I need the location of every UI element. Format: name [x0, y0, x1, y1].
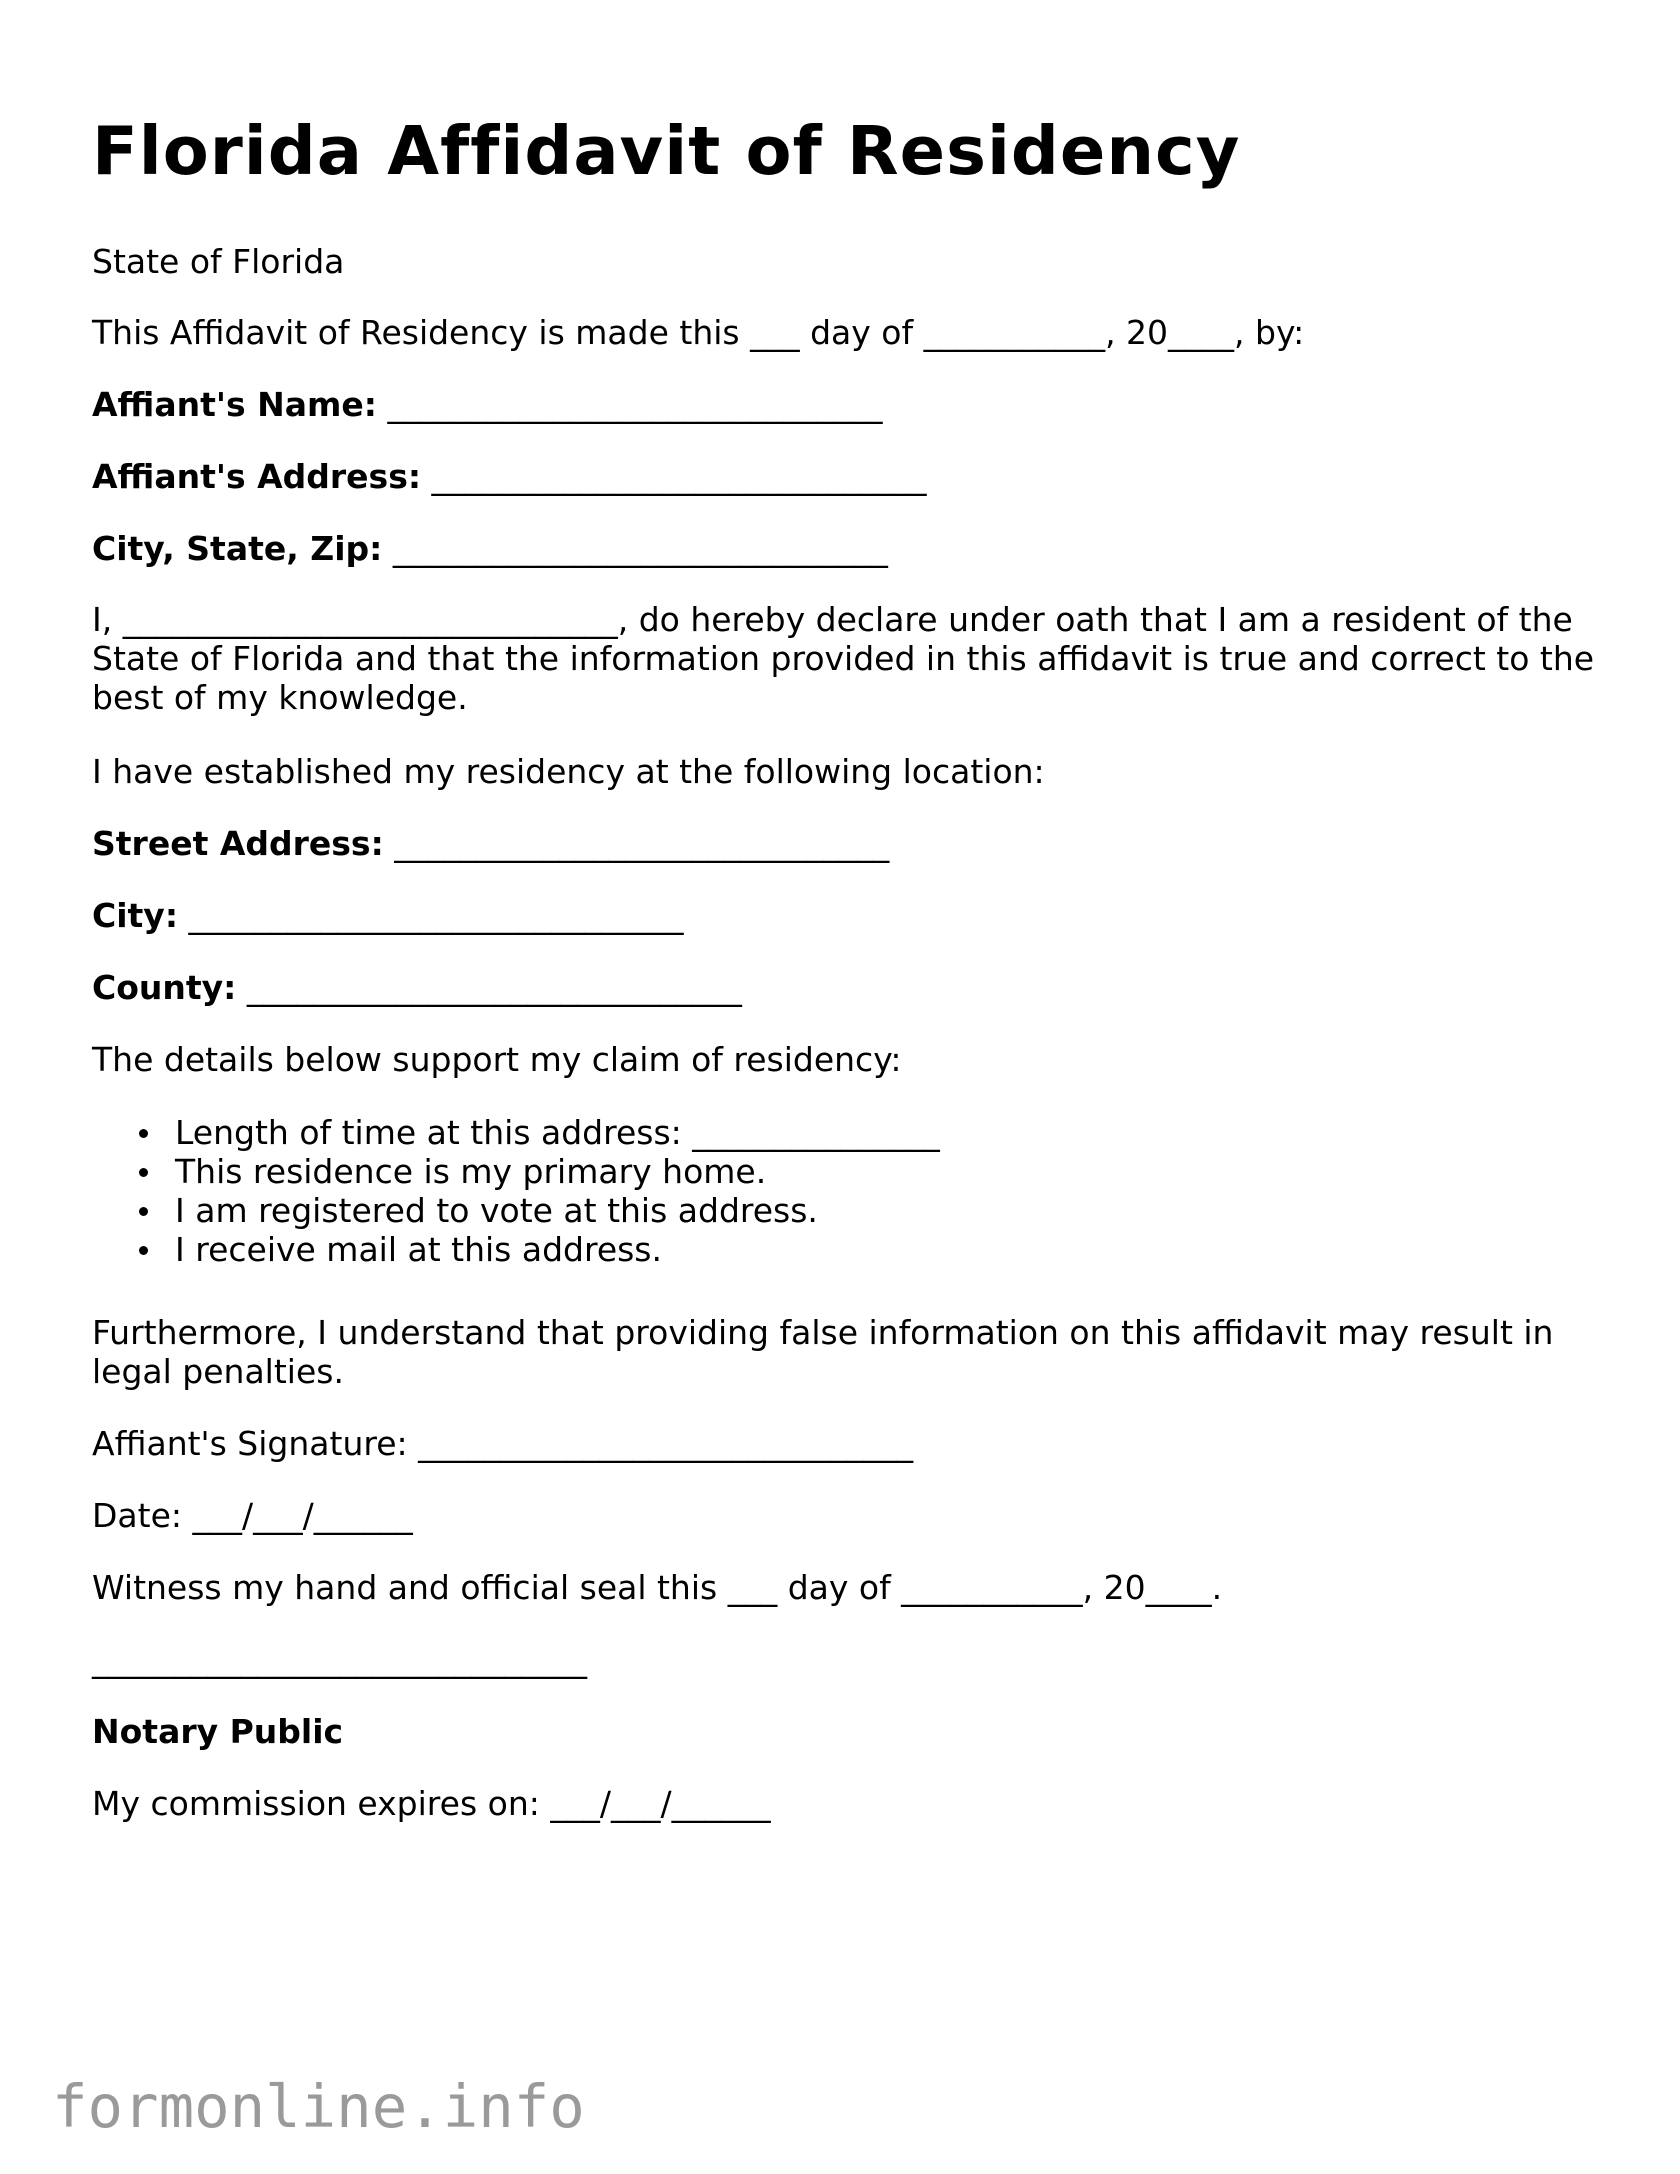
affiant-address-field	[92, 457, 927, 496]
details-intro: The details below support my claim of residency:	[92, 1040, 902, 1079]
state-line: State of Florida	[92, 242, 345, 281]
field-blank: ______________________________	[421, 457, 927, 496]
witness-line: Witness my hand and official seal this ___ day of ___________, 20____.	[92, 1568, 1223, 1607]
field-blank: ______________________________	[383, 824, 890, 863]
field-blank: ______________________________	[376, 385, 883, 424]
affiant-name-field	[92, 385, 882, 424]
field-label: County:	[92, 968, 237, 1007]
notary-signature-blank: ______________________________	[92, 1640, 587, 1679]
residency-details-list	[92, 1113, 940, 1269]
field-label: Affiant's Address:	[92, 457, 422, 496]
county-field	[92, 968, 742, 1007]
street-address-field	[92, 824, 889, 863]
field-label: Street Address:	[92, 824, 384, 863]
notary-label: Notary Public	[92, 1712, 344, 1751]
intro-line: This Affidavit of Residency is made this ___ day of ___________, 20____, by:	[92, 313, 1305, 352]
residency-intro: I have established my residency at the following location:	[92, 752, 1045, 791]
field-label: City, State, Zip:	[92, 529, 383, 568]
commission-line: My commission expires on: ___/___/______	[92, 1784, 771, 1823]
city-field	[92, 896, 684, 935]
penalty-statement: Furthermore, I understand that providing false information on this affidavit may result in legal penalties.	[92, 1313, 1554, 1391]
watermark: formonline.info	[52, 2072, 585, 2141]
field-blank: ______________________________	[382, 529, 888, 568]
field-label: Affiant's Name:	[92, 385, 377, 424]
field-blank: ______________________________	[236, 968, 742, 1007]
list-item: I am registered to vote at this address.	[92, 1191, 940, 1230]
date-line: Date: ___/___/______	[92, 1496, 413, 1535]
list-item: Length of time at this address: _______________	[92, 1113, 940, 1152]
list-item: I receive mail at this address.	[92, 1230, 940, 1269]
signature-line: Affiant's Signature: ______________________________	[92, 1424, 914, 1463]
list-item: This residence is my primary home.	[92, 1152, 940, 1191]
field-label: City:	[92, 896, 179, 935]
document-title: Florida Affidavit of Residency	[92, 112, 1241, 190]
field-blank: ______________________________	[178, 896, 684, 935]
declaration-paragraph: I, ______________________________, do hereby declare under oath that I am a resident of the State of Florida and that the information provided in this affidavit is true and correct to the best of my knowledge.	[92, 600, 1595, 717]
city-state-zip-field	[92, 529, 888, 568]
